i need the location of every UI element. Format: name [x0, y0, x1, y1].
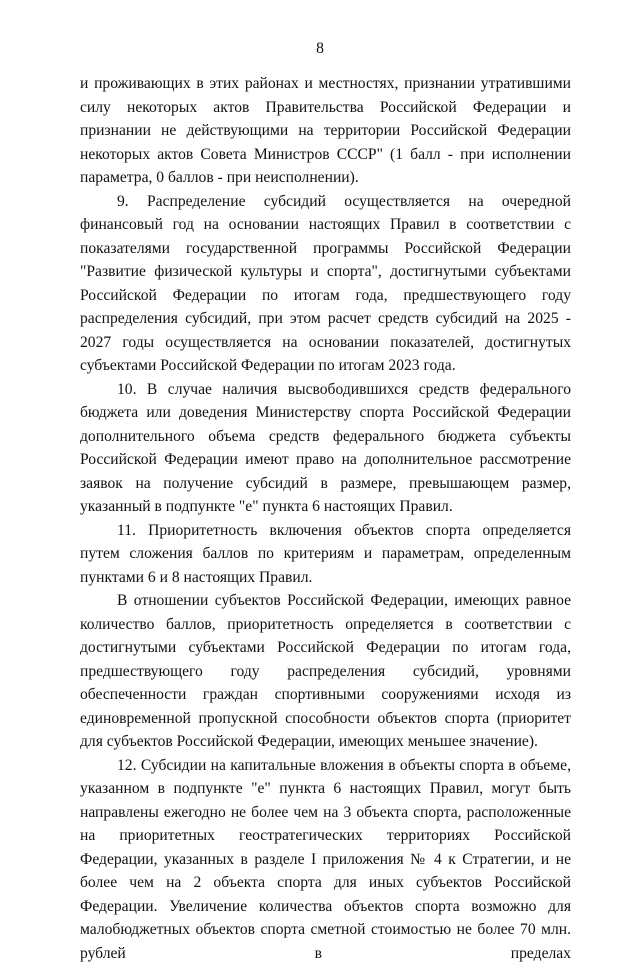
- paragraph-11-continuation: В отношении субъектов Российской Федерации, имеющих равное количество баллов, приоритетность определяется в соответствии с достигнутыми субъектами Российской Федерации по итогам года, предшествующего году распределения субсидий, уровнями обеспеченности граждан спортивными сооружениями исходя из единовременной пропускной способности объектов спорта (приоритет для субъектов Российской Федерации, имеющих меньшее значение).: [80, 589, 571, 754]
- paragraph-10: 10. В случае наличия высвободившихся средств федерального бюджета или доведения Министерству спорта Российской Федерации дополнительного объема средств федерального бюджета субъекты Российской Федерации имеют право на дополнительное рассмотрение заявок на получение субсидий в размере, превышающем размер, указанный в подпункте "е" пункта 6 настоящих Правил.: [80, 378, 571, 519]
- paragraph-12: 12. Субсидии на капитальные вложения в объекты спорта в объеме, указанном в подпункте "е" пункта 6 настоящих Правил, могут быть направлены ежегодно не более чем на 3 объекта спорта, расположенные на приоритетных геостратегических территориях Российской Федерации, указанных в разделе I приложения № 4 к Стратегии, и не более чем на 2 объекта спорта для иных субъектов Российской Федерации. Увеличение количества объектов спорта возможно для малобюджетных объектов спорта сметной стоимостью не более 70 млн. рублей в пределах: [80, 754, 571, 965]
- paragraph-9: 9. Распределение субсидий осуществляется на очередной финансовый год на основании настоящих Правил в соответствии с показателями государственной программы Российской Федерации "Развитие физической культуры и спорта", достигнутыми субъектами Российской Федерации по итогам года, предшествующего году распределения субсидий, при этом расчет средств субсидий на 2025 - 2027 годы осуществляется на основании показателей, достигнутых субъектами Российской Федерации по итогам 2023 года.: [80, 190, 571, 378]
- page-number: 8: [0, 37, 640, 61]
- paragraph-11: 11. Приоритетность включения объектов спорта определяется путем сложения баллов по критериям и параметрам, определенным пунктами 6 и 8 настоящих Правил.: [80, 519, 571, 590]
- paragraph-continuation: и проживающих в этих районах и местностях, признании утратившими силу некоторых актов Правительства Российской Федерации и признании не действующими на территории Российской Федерации некоторых актов Совета Министров СССР" (1 балл - при исполнении параметра, 0 баллов - при неисполнении).: [80, 72, 571, 190]
- document-body: [80, 72, 571, 965]
